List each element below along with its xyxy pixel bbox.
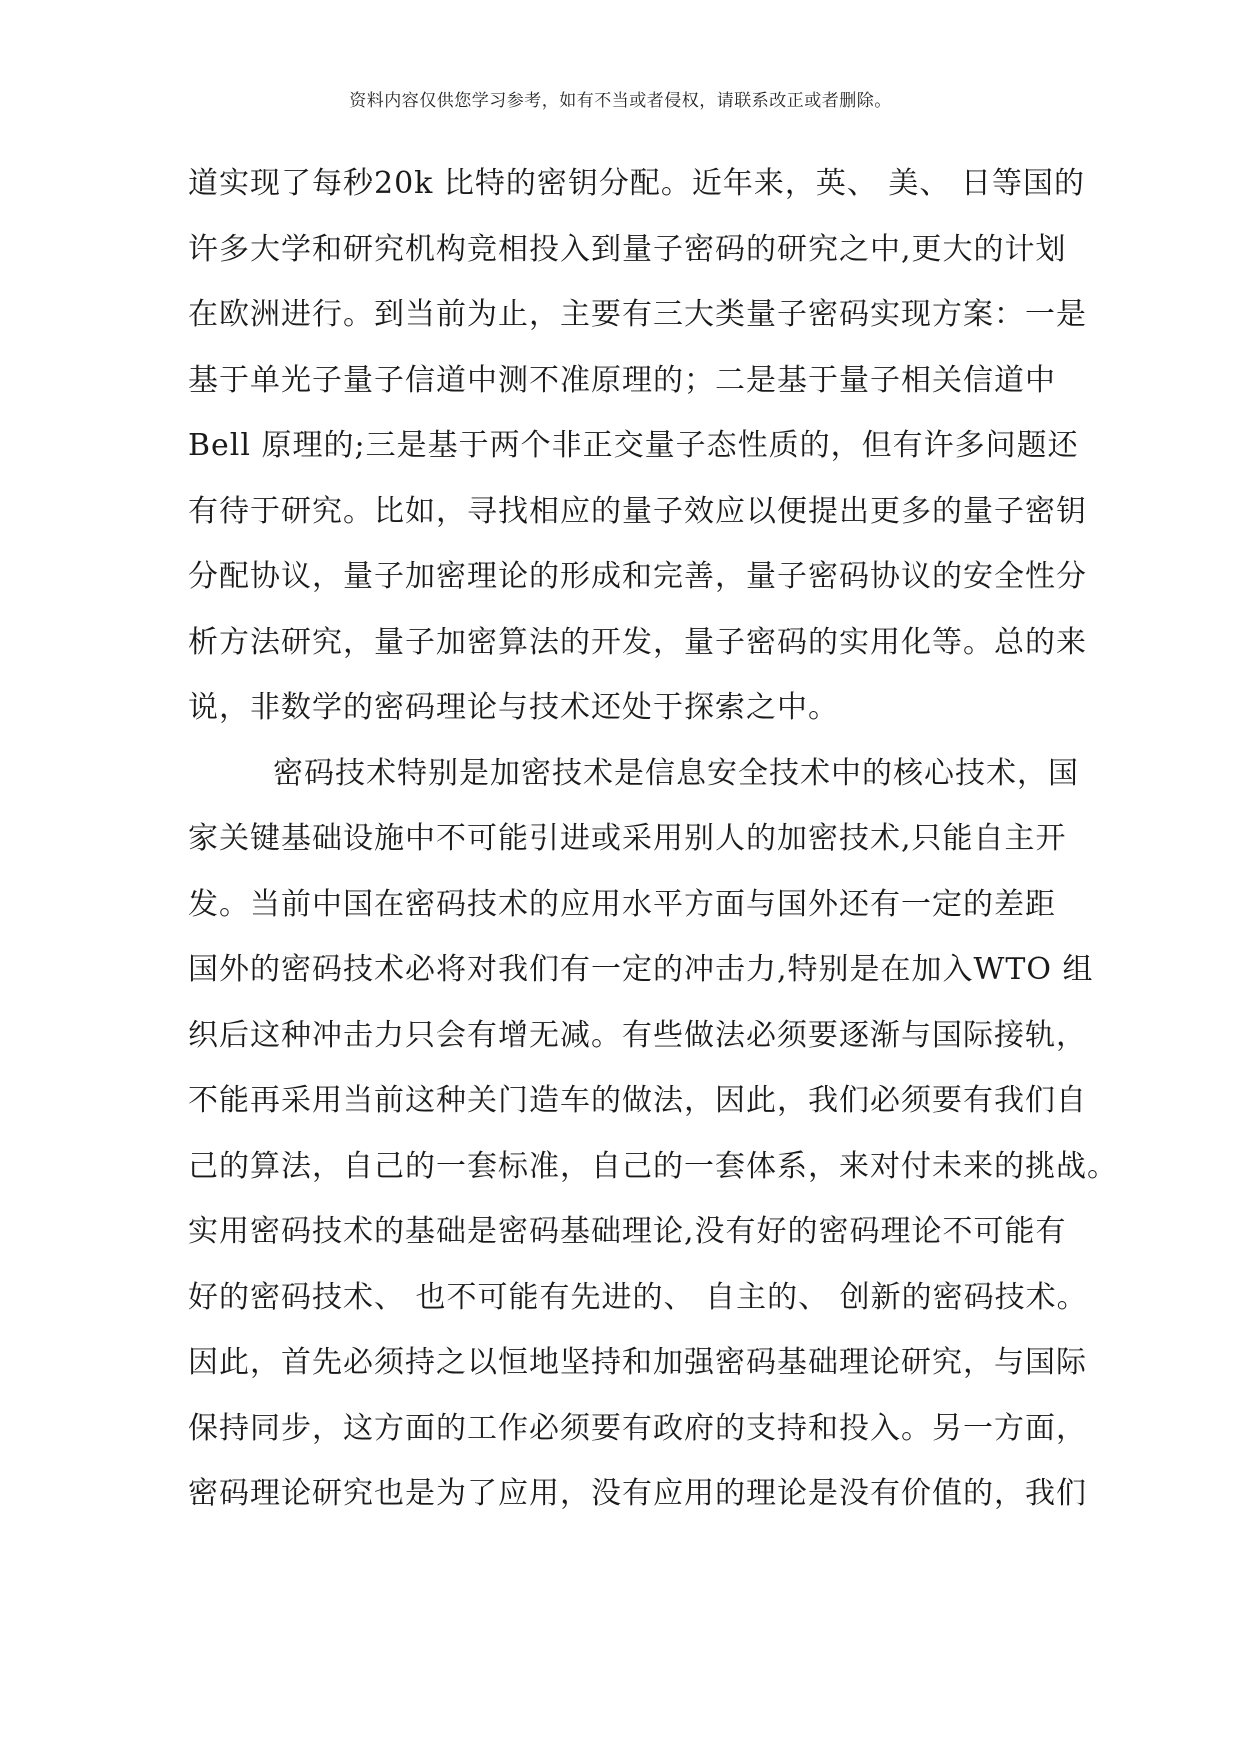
text-line: 织后这种冲击力只会有增无减。有些做法必须要逐渐与国际接轨， [188, 1017, 1087, 1053]
text-line: 说，非数学的密码理论与技术还处于探索之中。 [188, 690, 839, 725]
text-line: 家关键基础设施中不可能引进或采用别人的加密技术,只能自主开 [188, 821, 1067, 856]
text-line: 好的密码技术、 也不可能有先进的、 自主的、 创新的密码技术。 [188, 1279, 1088, 1315]
text-line: 己的算法，自己的一套标准，自己的一套体系，来对付未来的挑战。 [188, 1148, 1118, 1184]
text-line: 在欧洲进行。到当前为止，主要有三大类量子密码实现方案：一是 [188, 297, 1087, 332]
body-text [188, 160, 1118, 1536]
text-line: 国外的密码技术必将对我们有一定的冲击力,特别是在加入WTO 组 [188, 952, 1094, 987]
text-line: 发。当前中国在密码技术的应用水平方面与国外还有一定的差距 [188, 886, 1056, 922]
text-line: Bell 原理的;三是基于两个非正交量子态性质的，但有许多问题还 [188, 428, 1079, 463]
text-line: 分配协议，量子加密理论的形成和完善，量子密码协议的安全性分 [188, 559, 1087, 594]
text-line: 保持同步，这方面的工作必须要有政府的支持和投入。另一方面， [188, 1410, 1087, 1446]
text-line: 许多大学和研究机构竞相投入到量子密码的研究之中,更大的计划 [188, 231, 1067, 267]
text-line: 因此，首先必须持之以恒地坚持和加强密码基础理论研究，与国际 [188, 1345, 1087, 1380]
text-line: 析方法研究，量子加密算法的开发，量子密码的实用化等。总的来 [188, 624, 1087, 660]
text-line: 不能再采用当前这种关门造车的做法，因此，我们必须要有我们自 [188, 1083, 1087, 1118]
paragraph-start-line: 密码技术特别是加密技术是信息安全技术中的核心技术，国 [273, 755, 1079, 791]
text-line: 实用密码技术的基础是密码基础理论,没有好的密码理论不可能有 [188, 1214, 1067, 1249]
text-line: 密码理论研究也是为了应用，没有应用的理论是没有价值的，我们 [188, 1476, 1087, 1511]
text-line: 基于单光子量子信道中测不准原理的；二是基于量子相关信道中 [188, 362, 1056, 398]
copyright-notice: 资料内容仅供您学习参考，如有不当或者侵权，请联系改正或者删除。 [349, 91, 892, 111]
text-line: 道实现了每秒20k 比特的密钥分配。近年来，英、 美、 日等国的 [188, 166, 1085, 201]
text-line: 有待于研究。比如，寻找相应的量子效应以便提出更多的量子密钥 [188, 493, 1087, 529]
